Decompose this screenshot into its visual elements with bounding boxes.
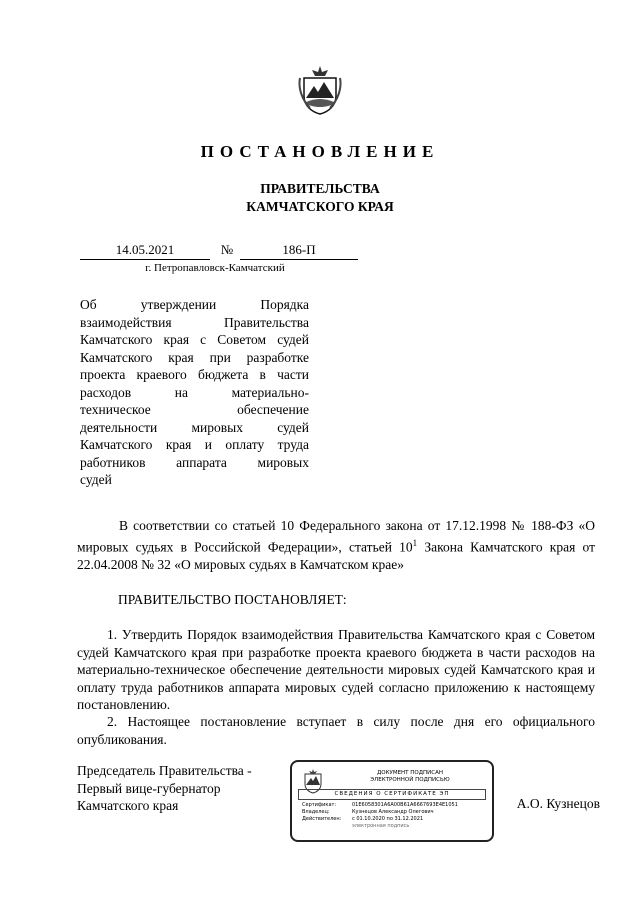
subject-line: работников аппарата мировых <box>80 454 309 470</box>
stamp-row <box>302 802 458 809</box>
document-date: 14.05.2021 <box>80 242 210 260</box>
subject-line: взаимодействия Правительства <box>80 314 309 330</box>
subject-line: Об утверждении Порядка <box>80 297 309 312</box>
stamp-certificate-bar: СВЕДЕНИЯ О СЕРТИФИКАТЕ ЭП <box>298 789 486 800</box>
stamp-row-key: Сертификат: <box>302 802 337 808</box>
stamp-heading <box>332 770 488 784</box>
stamp-row <box>302 816 458 823</box>
signer-name: А.О. Кузнецов <box>516 796 600 811</box>
signer-position-line: Первый вице-губернатор <box>77 780 221 796</box>
resolve-heading: ПРАВИТЕЛЬСТВО ПОСТАНОВЛЯЕТ: <box>118 592 347 607</box>
subject-line: судей <box>80 472 112 487</box>
stamp-footer: электронная подпись <box>352 823 410 829</box>
stamp-row-value: Кузнецов Александр Олегович <box>352 809 434 815</box>
preamble-superscript: 1 <box>412 537 418 548</box>
subject-line: техническое обеспечение <box>80 402 309 417</box>
issuer-line-1: ПРАВИТЕЛЬСТВА <box>260 181 380 196</box>
stamp-row-value: 01E6058301A6A00B61A6667693E4E1051 <box>352 802 458 808</box>
document-number: 186-П <box>240 242 358 260</box>
stamp-row <box>302 809 458 816</box>
stamp-row-key: Действителен: <box>302 816 342 822</box>
coat-of-arms-icon <box>298 64 342 116</box>
electronic-signature-stamp <box>290 760 494 842</box>
number-sign: № <box>220 242 234 257</box>
signer-position-line: Председатель Правительства - <box>77 763 252 778</box>
preamble-paragraph <box>77 517 595 573</box>
subject-line: проекта краевого бюджета в части <box>80 367 309 382</box>
signer-position <box>77 762 287 815</box>
subject-line: Камчатского края и оплату труда <box>80 437 309 452</box>
stamp-row-key: Владелец: <box>302 809 330 815</box>
subject-line: Камчатского края с Советом судей <box>80 332 309 347</box>
stamp-heading-line: ДОКУМЕНТ ПОДПИСАН <box>376 770 444 776</box>
preamble-text-a: В соответствии со статьей 10 Федерального закона от 17.12.1998 № 188-ФЗ «О мировых судьях в Российской Федерации», статьей 10 <box>77 518 595 554</box>
document-city: г. Петропавловск-Камчатский <box>145 262 285 274</box>
stamp-heading-line: ЭЛЕКТРОННОЙ ПОДПИСЬЮ <box>370 777 450 783</box>
document-subject <box>80 296 309 489</box>
subject-line: расходов на материально- <box>80 384 309 400</box>
stamp-row-value: с 01.10.2020 по 31.12.2021 <box>352 816 424 822</box>
issuer-title <box>0 180 640 216</box>
signer-position-line: Камчатского края <box>77 798 179 813</box>
resolution-item-2: 2. Настоящее постановление вступает в силу после дня его официального опубликования. <box>77 714 595 747</box>
preamble-text-b: Закона Камчатского края от 22.04.2008 № 32 «О мировых судьях в Камчатском крае» <box>77 539 595 572</box>
subject-line: деятельности мировых судей <box>80 419 309 435</box>
resolution-item-1: 1. Утвердить Порядок взаимодействия Правительства Камчатского края с Советом судей Камчатского края при разработке проекта краевого бюджета в части расходов на материально-техническое обеспечение деятельности мировых судей Камчатского края и оплату труда работников аппарата мировых судей согласно приложению к настоящему постановлению. <box>77 627 595 712</box>
document-type: ПОСТАНОВЛЕНИЕ <box>200 142 440 161</box>
subject-line: Камчатского края при разработке <box>80 349 309 365</box>
issuer-line-2: КАМЧАТСКОГО КРАЯ <box>246 199 394 214</box>
stamp-details <box>302 802 458 830</box>
